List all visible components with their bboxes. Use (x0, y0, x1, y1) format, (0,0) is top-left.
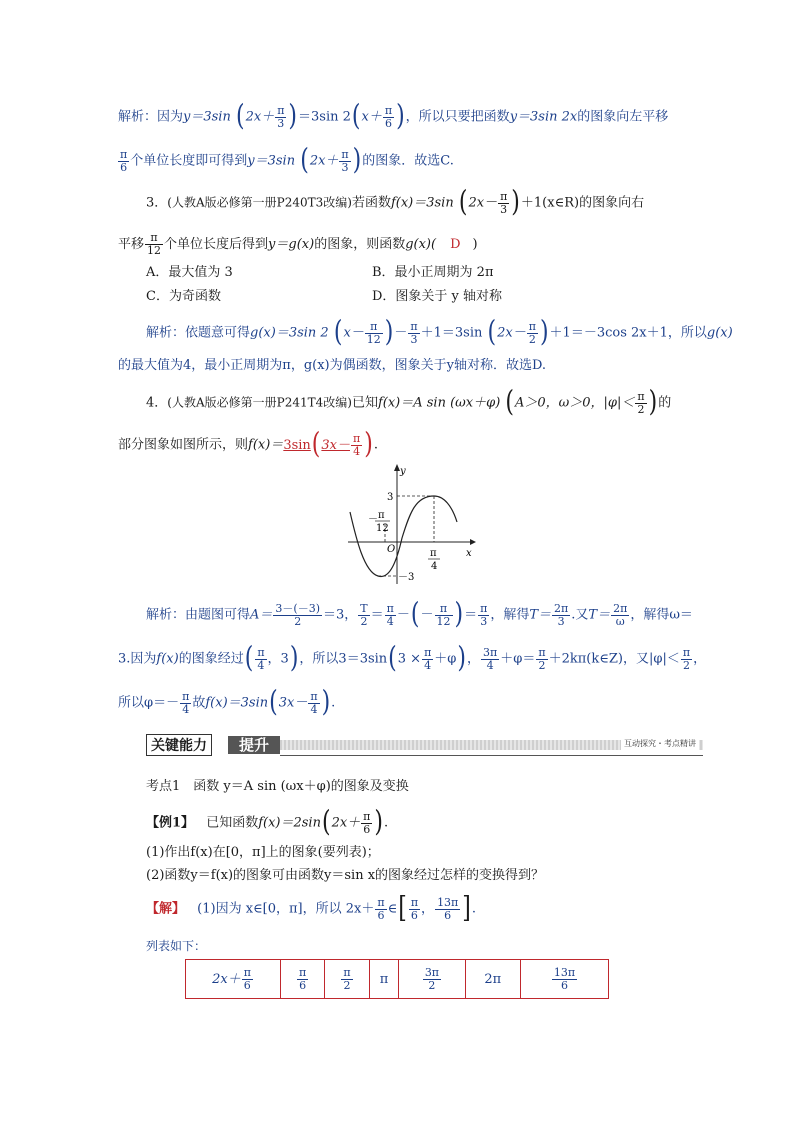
fraction: $\frac{\pi}{3}$ (277, 103, 285, 130)
example-1-q1: (1)作出f(x)在[0，π]上的图象(要列表)； (146, 845, 380, 860)
fraction: $\frac{2\pi}{\omega}$ (613, 601, 628, 628)
fraction: $\frac{\pi}{6}$ (377, 895, 385, 922)
tick-3: 3 (387, 492, 394, 503)
neg-sign: － (368, 514, 378, 525)
paren: ( (244, 642, 254, 675)
example-1-q2: (2)函数y＝f(x)的图象可由函数y＝sin x的图象经过怎样的变换得到？ (146, 868, 545, 883)
text: f(x)＝2sin (258, 815, 321, 831)
fraction: $\frac{\pi}{2}$ (528, 319, 536, 346)
value-table (185, 959, 609, 999)
tick-minus-3: －3 (398, 572, 415, 583)
paren: ) (457, 642, 466, 675)
text: ＝3sin 2 (298, 109, 351, 125)
text: 3.因为 (118, 651, 157, 667)
question-number: 4． (146, 395, 168, 411)
table-intro: 列表如下： (146, 939, 207, 953)
fraction: $\frac{2\pi}{3}$ (554, 601, 569, 628)
paren: ) (648, 386, 658, 419)
paren: ( (410, 598, 420, 631)
q2-solution-line-1 (118, 100, 669, 133)
paren: ] (462, 892, 471, 925)
text: 个单位长度即可得到 (130, 153, 248, 169)
text: T＝ (529, 607, 552, 623)
text: 的图象向左平移 (577, 109, 669, 125)
fraction: $\frac{\pi}{3}$ (410, 319, 418, 346)
paren: ( (388, 642, 397, 675)
text: . (384, 815, 389, 831)
sine-curve (350, 496, 457, 577)
text: x＋ (361, 109, 382, 125)
text: g(x) (706, 325, 733, 341)
paren: ( (321, 806, 331, 839)
sine-graph (340, 462, 476, 588)
text: 2x－ (468, 195, 498, 211)
fraction: $\frac{\pi}{4}$ (310, 689, 318, 716)
text: ＋2kπ(k∈Z) (548, 651, 623, 667)
paren: ) (384, 316, 394, 349)
option-b: B．最小正周期为 2π (372, 265, 494, 280)
q3-solution-line-1 (146, 316, 733, 349)
fraction: $\frac{\pi}{4}$ (424, 645, 432, 672)
fraction: $\frac{\pi}{2}$ (637, 389, 645, 416)
paren: [ (398, 892, 407, 925)
x-axis-label: x (466, 548, 472, 559)
fraction: $\frac{\pi}{3}$ (480, 601, 488, 628)
table-cell: 2π (465, 960, 521, 999)
text: ＋1(x∈R) (520, 195, 580, 211)
text: ＋φ (434, 651, 457, 667)
text: g(x)＝3sin 2 (250, 325, 329, 341)
fraction: $\frac{\pi}{6}$ (384, 103, 393, 130)
table-cell: $\frac{\pi}{2}$ (325, 960, 369, 999)
text: (1)因为 x∈[0，π]，所以 2x＋ (197, 901, 375, 917)
fraction: $\frac{T}{2}$ (360, 601, 368, 628)
fraction: $\frac{\pi}{12}$ (366, 319, 381, 346)
paren: ( (351, 100, 361, 133)
text: A＞0，ω＞0，|φ|＜ (515, 395, 635, 411)
answer-choice: D (450, 237, 461, 252)
option-a: A．最大值为 3 (146, 265, 233, 280)
fraction: $\frac{\pi}{2}$ (682, 645, 691, 672)
question-3-line-1 (146, 186, 645, 219)
text: 所以φ＝－ (118, 695, 180, 711)
text: 解析：依题意可得 (146, 325, 251, 341)
text: 平移 (118, 237, 145, 252)
fraction: $\frac{\pi}{6}$ (410, 895, 419, 922)
text: 解析：因为 (118, 109, 184, 125)
x-axis-arrow (470, 539, 476, 545)
fraction: $\frac{\pi}{4}$ (257, 645, 265, 672)
table-cell: π (369, 960, 399, 999)
q4-solution-line-1 (146, 598, 693, 631)
text: － (396, 607, 410, 623)
paren: ( (487, 316, 497, 349)
example-tag: 【例1】 (146, 815, 195, 831)
paren: ) (352, 144, 362, 177)
question-number: 3． (146, 195, 168, 211)
text: ＝ (464, 607, 478, 623)
text: ，解得ω＝ (630, 607, 693, 623)
fraction: $\frac{\pi}{4}$ (386, 601, 394, 628)
text: － (394, 325, 408, 341)
paren: ( (300, 144, 309, 177)
q4-solution-line-3 (118, 686, 336, 719)
paren: ) (396, 100, 405, 133)
banner-label: 关键能力 (146, 734, 212, 756)
table-cell: $\frac{3\pi}{2}$ (399, 960, 465, 999)
q2-solution-line-2 (118, 144, 454, 177)
table-cell: $\frac{\pi}{6}$ (281, 960, 325, 999)
q4-solution-line-2 (118, 642, 707, 675)
text: ，所以只要把函数 (405, 109, 510, 125)
banner-right-text: 互动探究・考点精讲 (621, 737, 699, 751)
y-axis-label: y (400, 466, 406, 477)
text: 已知函数 (206, 815, 259, 831)
text: f(x)＝ (248, 437, 284, 453)
paren: ( (505, 386, 515, 419)
solution-tag: 【解】 (146, 901, 186, 917)
tick-pi-4-den: 4 (431, 561, 438, 572)
text: 的图象向右 (579, 195, 645, 211)
text: 3 × (397, 651, 422, 667)
text: 3x－ (278, 695, 308, 711)
text: 已知 (351, 395, 378, 411)
text: 部分图象如图所示，则 (118, 437, 249, 453)
table-row (186, 960, 609, 999)
fraction: $\frac{\pi}{2}$ (538, 645, 546, 672)
text: ＝ (370, 607, 384, 623)
text: ，3 (267, 651, 289, 667)
tick-neg-pi-12-den: 12 (376, 523, 389, 534)
question-3-line-2 (118, 232, 478, 257)
text: g(x)( (405, 237, 437, 252)
table-header-cell: 2x＋ $\frac{\pi}{6}$ (186, 960, 281, 999)
fraction: $\frac{\pi}{3}$ (341, 147, 349, 174)
paren: ) (454, 598, 464, 631)
paren: ) (288, 100, 298, 133)
tick-neg-pi-12-num: π (378, 510, 385, 521)
banner-highlight: 提升 (228, 736, 280, 754)
section-banner (146, 734, 703, 756)
text: ， (467, 651, 481, 667)
text: ，所以3＝3sin (299, 651, 388, 667)
fraction: $\frac{\pi}{12}$ (147, 231, 162, 257)
fraction: $\frac{\pi}{6}$ (363, 809, 371, 836)
text: . (331, 695, 336, 711)
fraction: $\frac{\pi}{6}$ (120, 147, 128, 174)
text: f(x)＝3sin (390, 195, 454, 211)
text: x－ (343, 325, 364, 341)
text: 2x＋ (309, 153, 339, 169)
text: ，解得 (490, 607, 530, 623)
paren: ) (374, 806, 383, 839)
fraction: $\frac{3\pi}{4}$ (483, 645, 498, 672)
text: ， (421, 901, 435, 917)
question-source: (人教A版必修第一册P241T4改编) (167, 395, 352, 410)
tick-pi-4-num: π (430, 548, 437, 559)
text: ) (472, 237, 478, 252)
text: 若函数 (351, 195, 391, 211)
text: 2x－ (497, 325, 526, 341)
fraction: $\frac{3-(-3)}{2}$ (275, 601, 320, 628)
text: 的图象经过 (178, 651, 244, 667)
q3-solution-line-2: 的最大值为4，最小正周期为π，g(x)为偶函数，图象关于y轴对称．故选D. (118, 358, 547, 373)
paren: ) (289, 642, 299, 675)
text: 解析：由题图可得 (146, 607, 251, 623)
text: . (373, 437, 378, 453)
fraction: $\frac{\pi}{12}$ (436, 601, 451, 628)
text: ，又|φ|＜ (622, 651, 680, 667)
text: f(x)＝3sin (205, 695, 269, 711)
fraction: $\frac{13\pi}{6}$ (437, 895, 459, 922)
paren: ( (458, 186, 468, 219)
question-source: (人教A版必修第一册P240T3改编) (167, 195, 352, 210)
text: ＋φ＝ (500, 651, 536, 667)
text: y＝3sin (183, 109, 231, 125)
text: .又 (571, 607, 589, 623)
origin-label: O (387, 544, 396, 555)
text: T＝ (588, 607, 611, 623)
text: － (420, 607, 434, 623)
paren: ( (235, 100, 245, 133)
text: A＝ (250, 607, 273, 623)
text: 的图象．故选 (362, 153, 441, 169)
question-4-line-1 (146, 386, 672, 419)
text: ＋1＝－3cos 2x＋1 (549, 325, 668, 341)
banner-rule (280, 755, 703, 756)
text: 2x＋ (331, 815, 361, 831)
option-c: C．为奇函数 (146, 289, 221, 304)
fraction: $\frac{\pi}{3}$ (500, 189, 508, 216)
text: ＝3， (323, 607, 358, 623)
text: 的图象，则函数 (314, 237, 406, 252)
paren: ) (511, 186, 520, 219)
text: 2x＋ (245, 109, 275, 125)
option-d: D．图象关于 y 轴对称 (372, 289, 503, 304)
text: C. (440, 153, 454, 169)
fraction: $\frac{\pi}{4}$ (182, 689, 190, 716)
text: f(x)＝A sin (ωx＋φ) (377, 395, 501, 411)
text: ， (693, 651, 707, 667)
text: . (471, 901, 477, 917)
paren: ) (321, 686, 331, 719)
text: ＋1＝3sin (420, 325, 483, 341)
paren: ( (333, 316, 343, 349)
text: 的 (658, 395, 672, 411)
paren: ) (539, 316, 549, 349)
answer-fill: 3sin(3x－ $\frac{\pi}{4}$ ) (283, 428, 373, 461)
text: y＝3sin (247, 153, 296, 169)
question-4-line-2 (118, 428, 378, 461)
text: 个单位长度后得到 (164, 237, 269, 252)
text: ，所以 (667, 325, 707, 341)
text: ∈ (387, 901, 398, 917)
text: y＝3sin 2x (509, 109, 578, 125)
kaodian-heading: 考点1 函数 y＝A sin (ωx＋φ)的图象及变换 (146, 779, 409, 794)
paren: ( (269, 686, 278, 719)
example-1-line-1 (146, 806, 389, 839)
text: y＝g(x) (268, 237, 315, 252)
text: f(x) (156, 651, 179, 667)
table-cell: $\frac{13\pi}{6}$ (521, 960, 609, 999)
solution-line-1 (146, 892, 477, 925)
text: 故 (192, 695, 206, 711)
